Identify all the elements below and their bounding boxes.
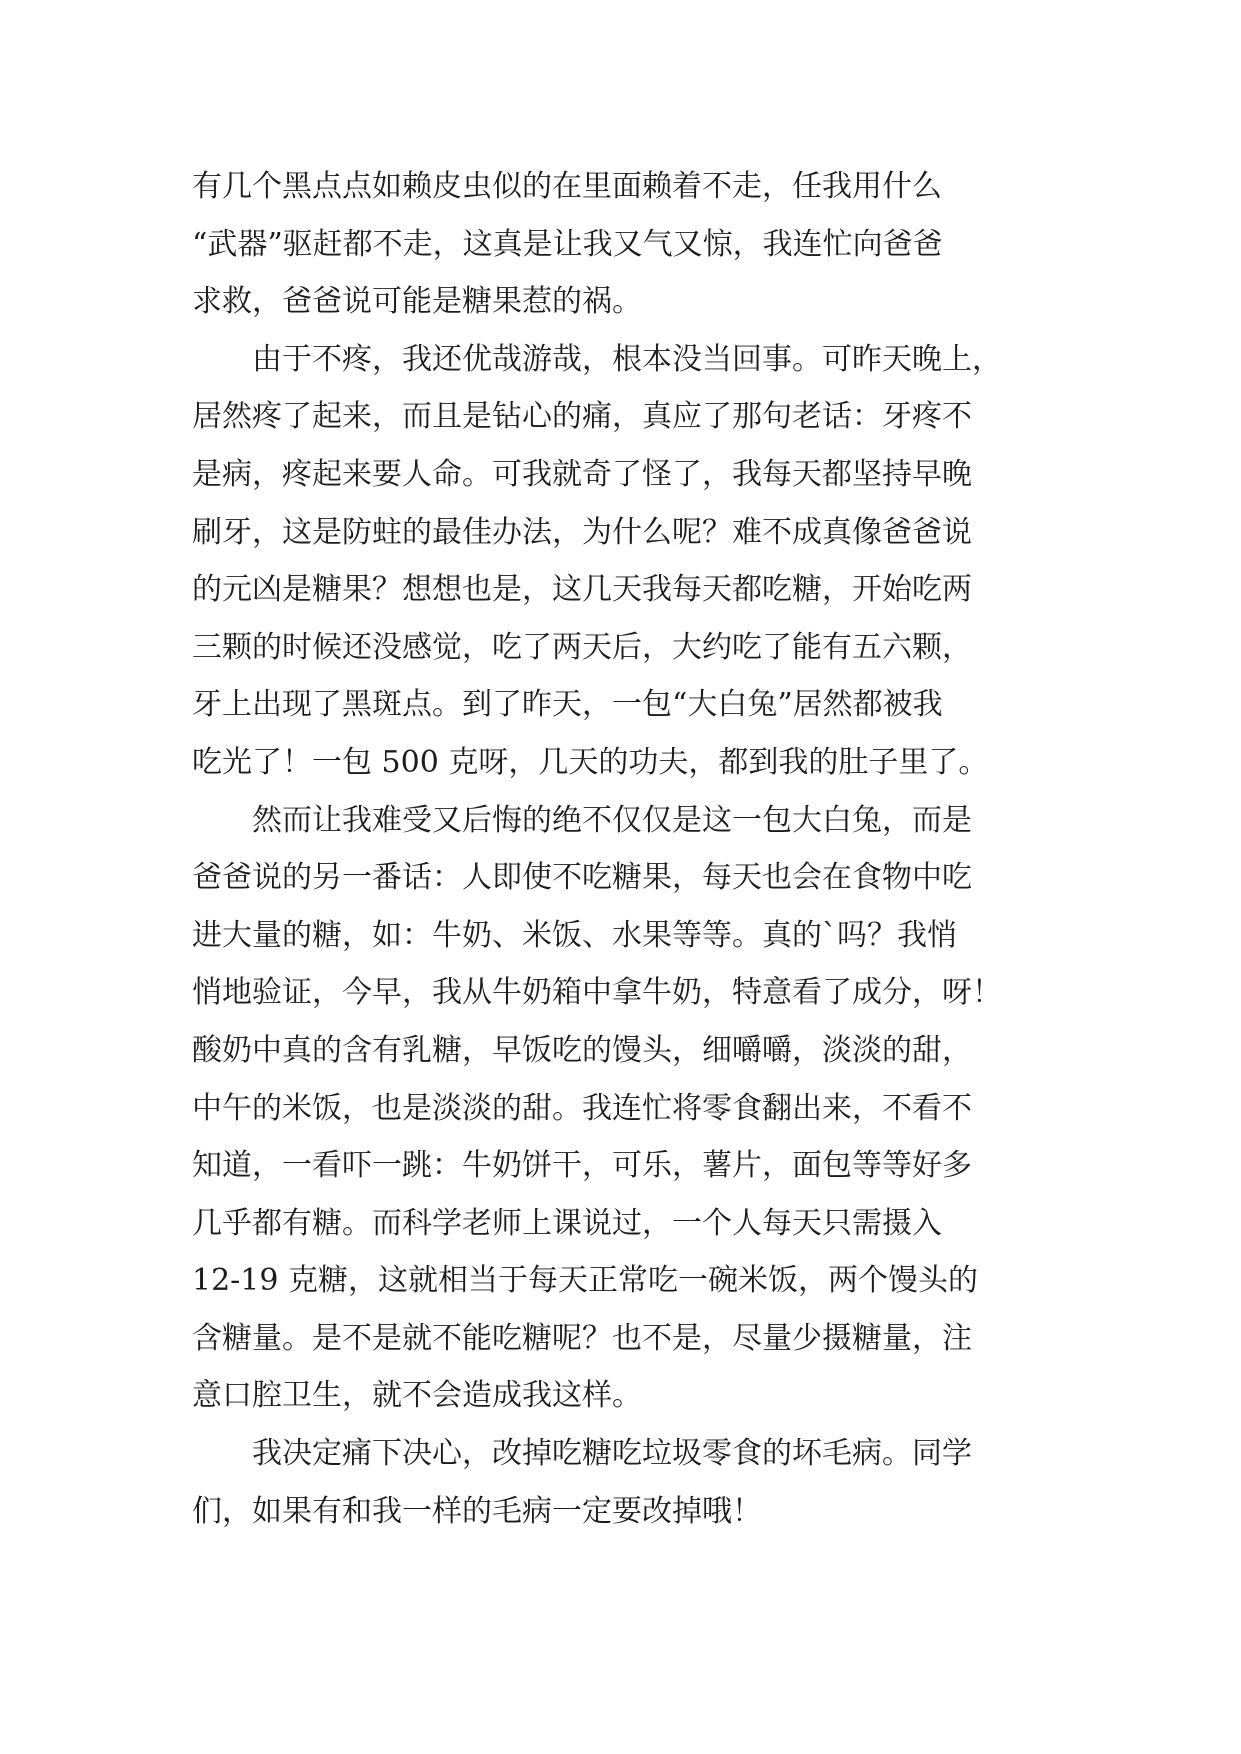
- text-line: 我决定痛下决心，改掉吃糖吃垃圾零食的坏毛病。同学: [252, 1436, 972, 1472]
- text-line: 由于不疼，我还优哉游哉，根本没当回事。可昨天晚上，: [252, 341, 1002, 377]
- text-line: 进大量的糖，如：牛奶、米饭、水果等等。真的`吗？我悄: [192, 917, 957, 953]
- text-line: 们，如果有和我一样的毛病一定要改掉哦！: [192, 1493, 762, 1529]
- text-line: 悄地验证，今早，我从牛奶箱中拿牛奶，特意看了成分，呀！: [192, 975, 1002, 1011]
- text-line: 刷牙，这是防蛀的最佳办法，为什么呢？难不成真像爸爸说: [192, 514, 972, 550]
- text-line: 是病，疼起来要人命。可我就奇了怪了，我每天都坚持早晚: [192, 456, 972, 492]
- document-body: [192, 158, 1072, 1540]
- text-line: “武器”驱赶都不走，这真是让我又气又惊，我连忙向爸爸: [192, 226, 943, 262]
- text-line: 中午的米饭，也是淡淡的甜。我连忙将零食翻出来，不看不: [192, 1090, 972, 1126]
- text-line: 爸爸说的另一番话：人即使不吃糖果，每天也会在食物中吃: [192, 860, 972, 896]
- text-line: 几乎都有糖。而科学老师上课说过，一个人每天只需摄入: [192, 1205, 942, 1241]
- text-line: 居然疼了起来，而且是钻心的痛，真应了那句老话：牙疼不: [192, 399, 972, 435]
- text-line: 有几个黑点点如赖皮虫似的在里面赖着不走，任我用什么: [192, 169, 942, 204]
- text-line: 牙上出现了黑斑点。到了昨天，一包“大白兔”居然都被我: [192, 687, 943, 723]
- text-line: 的元凶是糖果？想想也是，这几天我每天都吃糖，开始吃两: [192, 572, 972, 608]
- text-line: 三颗的时候还没感觉，吃了两天后，大约吃了能有五六颗，: [192, 629, 972, 665]
- text-line: 知道，一看吓一跳：牛奶饼干，可乐，薯片，面包等等好多: [192, 1148, 972, 1184]
- text-line: 吃光了！一包 500 克呀，几天的功夫，都到我的肚子里了。: [192, 744, 989, 780]
- text-line: 意口腔卫生，就不会造成我这样。: [192, 1378, 642, 1414]
- text-line: 含糖量。是不是就不能吃糖呢？也不是，尽量少摄糖量，注: [192, 1320, 972, 1356]
- text-line: 酸奶中真的含有乳糖，早饭吃的馒头，细嚼嚼，淡淡的甜，: [192, 1032, 972, 1068]
- text-line: 求救，爸爸说可能是糖果惹的祸。: [192, 284, 642, 320]
- text-line: 然而让我难受又后悔的绝不仅仅是这一包大白兔，而是: [252, 802, 972, 838]
- text-line: 12-19 克糖，这就相当于每天正常吃一碗米饭，两个馒头的: [192, 1263, 979, 1299]
